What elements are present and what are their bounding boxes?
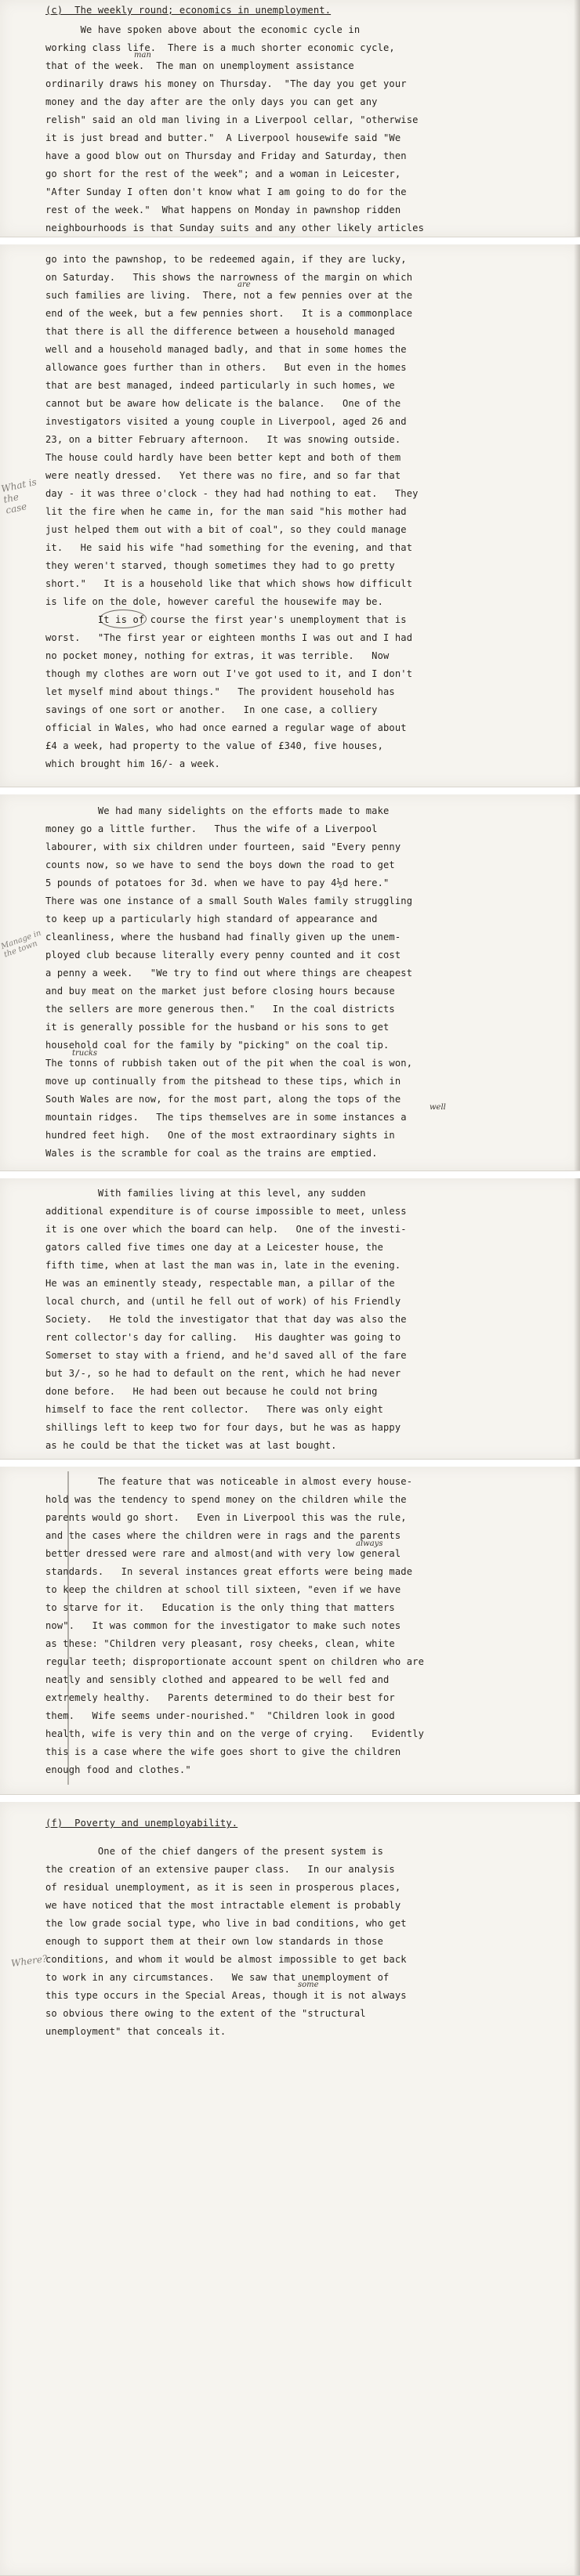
text-line: "After Sunday I often don't know what I am going to do for the xyxy=(45,186,407,197)
text-line: ordinarily draws his money on Thursday. "The day you get your xyxy=(45,78,407,89)
text-line: lit the fire when he came in, for the man said "his mother had xyxy=(45,506,407,517)
text-line: it is just bread and butter." A Liverpool housewife said "We xyxy=(45,132,401,143)
text-line: fifth time, when at last the man was in, late in the evening. xyxy=(45,1260,401,1271)
text-line: move up continually from the pitshead to these tips, which in xyxy=(45,1076,401,1087)
text-line: allowance goes further than in others. But even in the homes xyxy=(45,362,407,373)
margin-pencil-note: Manage in the town xyxy=(0,928,43,960)
text-line: the creation of an extensive pauper class. In our analysis xyxy=(45,1864,395,1875)
text-line: investigators visited a young couple in Liverpool, aged 26 and xyxy=(45,416,407,427)
text-line: With families living at this level, any sudden xyxy=(45,1188,366,1199)
text-line: additional expenditure is of course impossible to meet, unless xyxy=(45,1206,407,1217)
text-line: South Wales are now, for the most part, along the tops of the xyxy=(45,1094,401,1105)
text-line: worst. "The first year or eighteen months I was out and I had xyxy=(45,632,413,643)
text-line: We have spoken above about the economic cycle in xyxy=(45,24,361,35)
handwritten-insertion: well xyxy=(430,1103,446,1112)
text-line: that are best managed, indeed particularly in such homes, we xyxy=(45,380,395,391)
text-line: labourer, with six children under fourteen, said "Every penny xyxy=(45,841,401,852)
text-line: household coal for the family by "picking" on the coal tip. xyxy=(45,1040,390,1051)
text-line: He was an eminently steady, respectable man, a pillar of the xyxy=(45,1278,395,1289)
text-line: no pocket money, nothing for extras, it was terrible. Now xyxy=(45,650,390,661)
text-line: we have noticed that the most intractable element is probably xyxy=(45,1900,401,1911)
text-line: working class life. There is a much shorter economic cycle, xyxy=(45,42,395,53)
text-line: is life on the dole, however careful the housewife may be. xyxy=(45,596,384,607)
handwritten-insertion: man xyxy=(134,51,151,60)
text-line: as these: "Children very pleasant, rosy cheeks, clean, white xyxy=(45,1638,395,1649)
text-line: better dressed were rare and almost(and with very low general xyxy=(45,1548,401,1559)
text-line: neatly and sensibly clothed and appeared to be well fed and xyxy=(45,1674,390,1685)
text-line: go into the pawnshop, to be redeemed again, if they are lucky, xyxy=(45,254,407,265)
text-line: have a good blow out on Thursday and Friday and Saturday, then xyxy=(45,150,407,161)
page-sheet-4 xyxy=(0,1178,580,1460)
text-line: that of the week. The man on unemployment assistance xyxy=(45,60,354,71)
section-heading: (c) The weekly round; economics in unemployment. xyxy=(45,5,332,16)
text-line: We had many sidelights on the efforts made to make xyxy=(45,805,390,816)
handwritten-insertion: always xyxy=(356,1539,383,1548)
text-line: hundred feet high. One of the most extraordinary sights in xyxy=(45,1130,395,1141)
text-line: cleanliness, where the husband had finally given up the unem- xyxy=(45,932,401,942)
text-line: gators called five times one day at a Leicester house, the xyxy=(45,1242,384,1253)
text-line: local church, and (until he fell out of work) of his Friendly xyxy=(45,1296,401,1307)
text-line: cannot but be aware how delicate is the balance. One of the xyxy=(45,398,401,409)
text-line: money and the day after are the only days you can get any xyxy=(45,96,378,107)
text-line: £4 a week, had property to the value of £340, five houses, xyxy=(45,740,384,751)
page-sheet-5 xyxy=(0,1467,580,1795)
text-line: neighbourhoods is that Sunday suits and any other likely articles xyxy=(45,223,425,233)
text-line: unemployment" that conceals it. xyxy=(45,2026,227,2037)
text-line: though my clothes are worn out I've got used to it, and I don't xyxy=(45,668,413,679)
text-line: go short for the rest of the week"; and a woman in Leicester, xyxy=(45,168,401,179)
text-line: rent collector's day for calling. His daughter was going to xyxy=(45,1332,401,1343)
text-line: It is of course the first year's unemployment that is xyxy=(45,614,407,625)
text-line: let myself mind about things." The provident household has xyxy=(45,686,395,697)
text-line: mountain ridges. The tips themselves are in some instances a xyxy=(45,1112,407,1123)
text-line: 23, on a bitter February afternoon. It was snowing outside. xyxy=(45,434,401,445)
text-line: were neatly dressed. Yet there was no fire, and so far that xyxy=(45,470,401,481)
page-sheet-3 xyxy=(0,794,580,1171)
text-line: counts now, so we have to send the boys down the road to get xyxy=(45,859,395,870)
page-sheet-2 xyxy=(0,244,580,787)
margin-pencil-note: What is the case xyxy=(0,476,38,516)
text-line: himself to face the rent collector. There was only eight xyxy=(45,1404,384,1415)
text-line: rest of the week." What happens on Monday in pawnshop ridden xyxy=(45,204,401,215)
text-line: it is generally possible for the husband or his sons to get xyxy=(45,1022,390,1033)
page-edge-shadow xyxy=(574,794,580,1170)
text-line: which brought him 16/- a week. xyxy=(45,758,220,769)
page-sheet-6 xyxy=(0,1802,580,2576)
text-line: a penny a week. "We try to find out where things are cheapest xyxy=(45,968,413,979)
text-line: day - it was three o'clock - they had had nothing to eat. They xyxy=(45,488,419,499)
text-line: short." It is a household like that which shows how difficult xyxy=(45,578,413,589)
text-line: but 3/-, so he had to default on the rent, which he had never xyxy=(45,1368,401,1379)
page-sheet-1 xyxy=(0,0,580,237)
section-heading: (f) Poverty and unemployability. xyxy=(45,1818,238,1829)
text-line: and the cases where the children were in rags and the parents xyxy=(45,1530,401,1541)
text-line: they weren't starved, though sometimes they had to go pretty xyxy=(45,560,395,571)
text-line: it is one over which the board can help. One of the investi- xyxy=(45,1224,407,1235)
text-line: enough to support them at their own low standards in those xyxy=(45,1936,384,1947)
handwritten-insertion: some xyxy=(298,1981,319,1989)
text-line: this type occurs in the Special Areas, though it is not always xyxy=(45,1990,407,2001)
text-line: enough food and clothes." xyxy=(45,1764,191,1775)
text-line: of residual unemployment, as it is seen in prosperous places, xyxy=(45,1882,401,1893)
text-line: to keep up a particularly high standard of appearance and xyxy=(45,914,378,924)
text-line: There was one instance of a small South Wales family struggling xyxy=(45,895,413,906)
page-edge-shadow xyxy=(574,0,580,237)
text-line: health, wife is very thin and on the verge of crying. Evidently xyxy=(45,1728,425,1739)
text-line: Wales is the scramble for coal as the trains are emptied. xyxy=(45,1148,378,1159)
text-line: to keep the children at school till sixteen, "even if we have xyxy=(45,1584,401,1595)
page-edge-shadow xyxy=(574,244,580,787)
text-line: to work in any circumstances. We saw that unemployment of xyxy=(45,1972,390,1983)
text-line: on Saturday. This shows the narrowness of the margin on which xyxy=(45,272,413,283)
text-line: parents would go short. Even in Liverpool this was the rule, xyxy=(45,1512,407,1523)
text-line: savings of one sort or another. In one case, a colliery xyxy=(45,704,378,715)
text-line: The house could hardly have been better kept and both of them xyxy=(45,452,401,463)
text-line: relish" said an old man living in a Liverpool cellar, "otherwise xyxy=(45,114,419,125)
text-line: The feature that was noticeable in almost every house- xyxy=(45,1476,413,1487)
page-edge-shadow xyxy=(574,1802,580,2575)
handwritten-insertion: are xyxy=(237,280,251,289)
text-line: conditions, and whom it would be almost impossible to get back xyxy=(45,1954,407,1965)
text-line: that there is all the difference between a household managed xyxy=(45,326,395,337)
text-line: this is a case where the wife goes short to give the children xyxy=(45,1746,401,1757)
page-edge-shadow xyxy=(574,1467,580,1794)
text-line: the sellers are more generous then." In the coal districts xyxy=(45,1004,395,1015)
text-line: Society. He told the investigator that that day was also the xyxy=(45,1314,407,1325)
text-line: money go a little further. Thus the wife of a Liverpool xyxy=(45,823,378,834)
text-line: extremely healthy. Parents determined to do their best for xyxy=(45,1692,395,1703)
handwritten-insertion: trucks xyxy=(72,1049,98,1058)
text-line: hold was the tendency to spend money on the children while the xyxy=(45,1494,407,1505)
text-line: as he could be that the ticket was at last bought. xyxy=(45,1440,337,1451)
text-line: done before. He had been out because he could not bring xyxy=(45,1386,378,1397)
text-line: The tonns of rubbish taken out of the pit when the coal is won, xyxy=(45,1058,413,1069)
text-line: 5 pounds of potatoes for 3d. when we have to pay 4½d here." xyxy=(45,877,390,888)
text-line: shillings left to keep two for four days, but he was as happy xyxy=(45,1422,401,1433)
margin-pencil-note: Where? xyxy=(10,1952,49,1970)
text-line: well and a household managed badly, and that in some homes the xyxy=(45,344,407,355)
text-line: to starve for it. Education is the only thing that matters xyxy=(45,1602,395,1613)
text-line: One of the chief dangers of the present system is xyxy=(45,1846,384,1857)
text-line: such families are living. There, not a few pennies over at the xyxy=(45,290,413,301)
text-line: official in Wales, who had once earned a regular wage of about xyxy=(45,722,407,733)
text-line: standards. In several instances great efforts were being made xyxy=(45,1566,413,1577)
text-line: so obvious there owing to the extent of the "structural xyxy=(45,2008,366,2019)
text-line: now". It was common for the investigator to make such notes xyxy=(45,1620,401,1631)
text-line: the low grade social type, who live in bad conditions, who get xyxy=(45,1918,407,1929)
text-line: regular teeth; disproportionate account spent on children who are xyxy=(45,1656,425,1667)
text-line: them. Wife seems under-nourished." "Children look in good xyxy=(45,1710,395,1721)
text-line: end of the week, but a few pennies short. It is a commonplace xyxy=(45,308,413,319)
page-edge-shadow xyxy=(574,1178,580,1459)
text-line: Somerset to stay with a friend, and he'd saved all of the fare xyxy=(45,1350,407,1361)
text-line: just helped them out with a bit of coal", so they could manage xyxy=(45,524,407,535)
text-line: it. He said his wife "had something for the evening, and that xyxy=(45,542,413,553)
text-line: and buy meat on the market just before closing hours because xyxy=(45,986,395,997)
text-line: ployed club because literally every penny counted and it cost xyxy=(45,950,401,961)
